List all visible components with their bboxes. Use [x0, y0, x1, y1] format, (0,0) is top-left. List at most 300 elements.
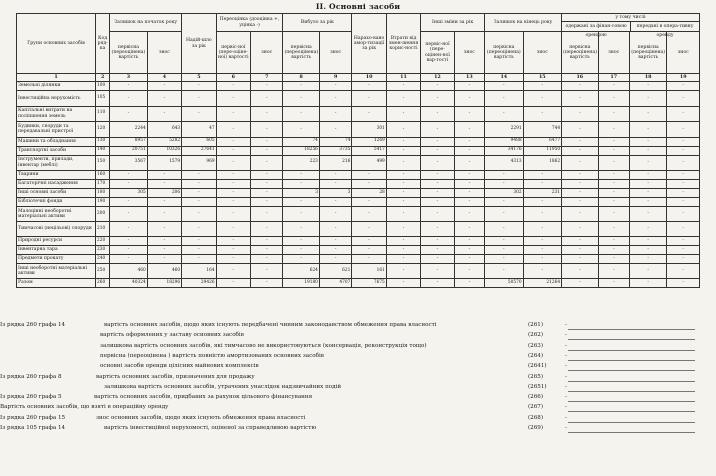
note-value: -: [565, 363, 567, 370]
cell-value: -: [421, 279, 454, 288]
row-code: 220: [96, 237, 110, 246]
cell-value: -: [216, 91, 250, 107]
cell-value: -: [598, 264, 629, 279]
cell-value: -: [251, 255, 283, 264]
note-line: [0, 322, 716, 331]
underline: [568, 411, 695, 412]
cell-value: -: [598, 189, 629, 198]
cell-value: -: [485, 198, 524, 207]
cell-value: -: [598, 137, 629, 146]
note-line: [0, 343, 716, 352]
cell-value: -: [283, 246, 319, 255]
cell-value: -: [216, 255, 250, 264]
cell-value: -: [562, 122, 598, 138]
cell-value: -: [110, 246, 147, 255]
note-text: залишкова вартість основних засобів, які тимчасово не використовуються (консервація, реконструкція тощо): [100, 342, 427, 349]
cell-value: -: [283, 82, 319, 91]
note-text: вартість основних засобів, призначених для продажу: [96, 373, 255, 380]
column-number: 7: [251, 74, 283, 82]
cell-value: -: [629, 180, 666, 189]
header-start: Залишок на початок року: [110, 14, 182, 32]
cell-value: -: [523, 237, 562, 246]
cell-value: -: [562, 106, 598, 122]
cell-value: -: [629, 198, 666, 207]
cell-value: -: [110, 180, 147, 189]
cell-value: -: [562, 198, 598, 207]
header-fin-wear: знос: [598, 32, 629, 74]
note-value: -: [565, 322, 567, 328]
cell-value: -: [147, 180, 181, 189]
cell-value: -: [485, 82, 524, 91]
note-line: [0, 374, 716, 383]
row-label: Транспортні засоби: [17, 146, 96, 155]
cell-value: -: [667, 146, 700, 155]
cell-value: -: [147, 246, 181, 255]
header-group: Групи основних засобів: [17, 14, 96, 74]
cell-value: -: [216, 264, 250, 279]
cell-value: -: [598, 155, 629, 171]
cell-value: -: [667, 189, 700, 198]
cell-value: -: [421, 171, 454, 180]
cell-value: -: [182, 255, 216, 264]
cell-value: -: [485, 264, 524, 279]
row-code: 180: [96, 189, 110, 198]
column-number: 9: [319, 74, 351, 82]
cell-value: -: [110, 171, 147, 180]
cell-value: -: [629, 279, 666, 288]
cell-value: -: [352, 171, 386, 180]
note-code: (265): [528, 373, 544, 380]
cell-value: -: [454, 171, 484, 180]
cell-value: -: [352, 246, 386, 255]
cell-value: 27641: [182, 146, 216, 155]
row-label: Інші основні засоби: [17, 189, 96, 198]
note-code: (269): [528, 425, 544, 431]
cell-value: -: [283, 180, 319, 189]
cell-value: -: [667, 155, 700, 171]
cell-value: 206: [147, 189, 181, 198]
cell-value: -: [251, 82, 283, 91]
cell-value: -: [485, 106, 524, 122]
cell-value: 11950: [523, 146, 562, 155]
row-code: 240: [96, 255, 110, 264]
column-number: 16: [562, 74, 598, 82]
cell-value: -: [283, 255, 319, 264]
cell-value: -: [182, 91, 216, 107]
cell-value: -: [598, 122, 629, 138]
cell-value: 29426: [182, 279, 216, 288]
cell-value: -: [485, 180, 524, 189]
cell-value: -: [485, 237, 524, 246]
underline: [568, 422, 695, 423]
note-code: (267): [528, 404, 544, 411]
column-number: 2: [96, 74, 110, 82]
cell-value: 2291: [485, 122, 524, 138]
cell-value: -: [386, 122, 420, 138]
note-line: [0, 363, 716, 372]
cell-value: -: [667, 137, 700, 146]
header-other-wear: знос: [454, 32, 484, 74]
cell-value: -: [251, 198, 283, 207]
cell-value: -: [598, 198, 629, 207]
row-label: Земельні ділянки: [17, 82, 96, 91]
column-number: 10: [352, 74, 386, 82]
cell-value: -: [667, 82, 700, 91]
cell-value: -: [667, 246, 700, 255]
cell-value: -: [319, 198, 351, 207]
note-code: (262): [528, 332, 544, 339]
header-end-wear: знос: [523, 32, 562, 74]
cell-value: -: [667, 222, 700, 237]
column-number: 11: [386, 74, 420, 82]
cell-value: -: [598, 279, 629, 288]
cell-value: 1269: [352, 137, 386, 146]
table-row: [17, 146, 700, 155]
cell-value: 605: [182, 137, 216, 146]
cell-value: -: [147, 171, 181, 180]
header-reval-initial: первіс-ної (пере-оціне-ної) вартості: [216, 32, 250, 74]
cell-value: -: [629, 207, 666, 222]
cell-value: -: [216, 82, 250, 91]
cell-value: 47: [182, 122, 216, 138]
row-label: Природні ресурси: [17, 237, 96, 246]
cell-value: 4313: [485, 155, 524, 171]
cell-value: -: [216, 122, 250, 138]
cell-value: -: [598, 91, 629, 107]
row-label: Багаторічні насадження: [17, 180, 96, 189]
column-number: 14: [485, 74, 524, 82]
cell-value: 5282: [147, 137, 181, 146]
cell-value: -: [216, 171, 250, 180]
column-number: 3: [110, 74, 147, 82]
cell-value: -: [598, 106, 629, 122]
cell-value: -: [319, 106, 351, 122]
cell-value: -: [283, 106, 319, 122]
note-text: вартість інвестиційної нерухомості, оціненої за справедливою вартістю: [104, 425, 317, 431]
cell-value: -: [523, 171, 562, 180]
row-code: 120: [96, 122, 110, 138]
row-label: Бібліотечні фонди: [17, 198, 96, 207]
note-line: [0, 353, 716, 362]
row-code: 190: [96, 198, 110, 207]
cell-value: 50570: [485, 279, 524, 288]
cell-value: -: [629, 246, 666, 255]
cell-value: -: [216, 106, 250, 122]
cell-value: -: [562, 246, 598, 255]
header-retired: Вибуло за рік: [283, 14, 352, 32]
cell-value: -: [562, 207, 598, 222]
cell-value: -: [629, 155, 666, 171]
note-text: первісна (переоцінена ) вартість повністю амортизованих основних засобів: [100, 352, 324, 359]
cell-value: -: [319, 122, 351, 138]
cell-value: -: [629, 106, 666, 122]
column-number: 19: [667, 74, 700, 82]
cell-value: -: [421, 146, 454, 155]
note-text: залишкова вартість основних засобів, утрачених унаслідок надзвичайних подій: [104, 383, 342, 390]
note-prefix: Із рядка 260 графа 5: [0, 394, 62, 401]
cell-value: -: [182, 237, 216, 246]
cell-value: 460: [147, 264, 181, 279]
cell-value: -: [454, 137, 484, 146]
cell-value: 216: [319, 155, 351, 171]
row-code: 130: [96, 137, 110, 146]
column-number: 1: [17, 74, 96, 82]
row-label: Будинки, споруди та передавальні пристрої: [17, 122, 96, 138]
underline: [568, 350, 695, 351]
cell-value: -: [386, 237, 420, 246]
note-text: вартість оформлених у заставу основних засобів: [100, 332, 244, 339]
header-op-wear: знос: [667, 32, 700, 74]
cell-value: -: [454, 207, 484, 222]
cell-value: -: [562, 237, 598, 246]
cell-value: -: [251, 222, 283, 237]
cell-value: -: [421, 246, 454, 255]
cell-value: -: [562, 222, 598, 237]
cell-value: -: [352, 198, 386, 207]
cell-value: -: [182, 222, 216, 237]
cell-value: 34176: [485, 146, 524, 155]
cell-value: -: [283, 222, 319, 237]
cell-value: 21264: [523, 279, 562, 288]
cell-value: -: [485, 222, 524, 237]
row-code: 160: [96, 171, 110, 180]
cell-value: -: [454, 246, 484, 255]
header-code: Код ряд-ка: [96, 14, 110, 74]
column-number: 8: [283, 74, 319, 82]
cell-value: 9488: [485, 137, 524, 146]
cell-value: -: [523, 255, 562, 264]
cell-value: -: [454, 198, 484, 207]
cell-value: -: [216, 189, 250, 198]
cell-value: 223: [283, 155, 319, 171]
cell-value: -: [629, 264, 666, 279]
cell-value: -: [629, 146, 666, 155]
header-fin-lease: одержані за фінан-совою орендою: [562, 22, 631, 31]
row-code: 150: [96, 155, 110, 171]
header-op-lease: передані в опера-тивну оренду: [636, 24, 694, 38]
cell-value: -: [319, 255, 351, 264]
cell-value: -: [523, 91, 562, 107]
note-line: [0, 415, 716, 424]
cell-value: 18296: [147, 279, 181, 288]
header-end: Залишок на кінець року: [485, 14, 562, 32]
cell-value: -: [454, 222, 484, 237]
header-incl-label: у тому числі: [562, 14, 699, 22]
cell-value: -: [598, 237, 629, 246]
cell-value: -: [352, 222, 386, 237]
note-value: -: [565, 425, 567, 431]
column-number: 5: [182, 74, 216, 82]
cell-value: -: [251, 237, 283, 246]
row-code: 140: [96, 146, 110, 155]
cell-value: -: [386, 246, 420, 255]
cell-value: -: [319, 222, 351, 237]
cell-value: -: [319, 207, 351, 222]
cell-value: -: [667, 264, 700, 279]
table-row: [17, 279, 700, 288]
cell-value: -: [386, 207, 420, 222]
column-number: 15: [523, 74, 562, 82]
header-incl: [562, 14, 700, 38]
cell-value: 164: [182, 264, 216, 279]
cell-value: -: [421, 122, 454, 138]
row-code: 210: [96, 222, 110, 237]
table-row: [17, 180, 700, 189]
cell-value: -: [319, 171, 351, 180]
table-row: [17, 246, 700, 255]
cell-value: -: [216, 237, 250, 246]
cell-value: -: [667, 237, 700, 246]
note-prefix: Із рядка 260 графа 8: [0, 373, 62, 380]
row-label: Тварини: [17, 171, 96, 180]
cell-value: -: [147, 255, 181, 264]
cell-value: -: [667, 207, 700, 222]
cell-value: -: [667, 171, 700, 180]
row-label: Капітальні витрати на поліпшення земель: [17, 106, 96, 122]
cell-value: -: [598, 180, 629, 189]
cell-value: -: [283, 207, 319, 222]
cell-value: -: [110, 82, 147, 91]
cell-value: -: [523, 246, 562, 255]
cell-value: -: [629, 122, 666, 138]
table-row: [17, 222, 700, 237]
cell-value: -: [454, 255, 484, 264]
cell-value: 10326: [147, 146, 181, 155]
row-label: Інвентарна тара: [17, 246, 96, 255]
note-text: знос основних засобів, щодо яких існують обмеження права власності: [96, 414, 306, 421]
row-label: Разом: [17, 279, 96, 288]
cell-value: -: [110, 237, 147, 246]
cell-value: 624: [283, 264, 319, 279]
note-value: -: [565, 404, 567, 411]
cell-value: -: [110, 91, 147, 107]
table-row: [17, 189, 700, 198]
table-row: [17, 155, 700, 171]
cell-value: -: [386, 82, 420, 91]
note-text: вартість основних засобів, щодо яких існують передбачені чинним законодавством обмеження права власності: [104, 322, 437, 328]
row-label: Інструменти, прилади, інвентар (меблі): [17, 155, 96, 171]
cell-value: -: [147, 198, 181, 207]
cell-value: -: [667, 122, 700, 138]
note-value: -: [565, 342, 567, 349]
cell-value: -: [110, 222, 147, 237]
cell-value: -: [667, 91, 700, 107]
cell-value: -: [454, 82, 484, 91]
header-other-initial: первіс-ної (пере-оцінен-ної вар-тості: [421, 32, 454, 74]
cell-value: -: [386, 146, 420, 155]
cell-value: -: [386, 222, 420, 237]
cell-value: -: [352, 106, 386, 122]
cell-value: -: [629, 137, 666, 146]
cell-value: -: [523, 264, 562, 279]
cell-value: -: [319, 237, 351, 246]
cell-value: -: [562, 180, 598, 189]
cell-value: 3: [283, 189, 319, 198]
cell-value: -: [352, 237, 386, 246]
note-code: (268): [528, 414, 544, 421]
cell-value: -: [562, 189, 598, 198]
row-code: 170: [96, 180, 110, 189]
note-code: (261): [528, 322, 544, 328]
cell-value: 74: [283, 137, 319, 146]
cell-value: -: [421, 255, 454, 264]
cell-value: 8957: [110, 137, 147, 146]
row-label: Машини та обладнання: [17, 137, 96, 146]
cell-value: -: [523, 106, 562, 122]
table-row: [17, 237, 700, 246]
row-label: Предмети прокату: [17, 255, 96, 264]
cell-value: 302: [485, 189, 524, 198]
cell-value: -: [523, 207, 562, 222]
cell-value: -: [421, 180, 454, 189]
cell-value: -: [352, 180, 386, 189]
column-number: 6: [216, 74, 250, 82]
column-number: 12: [421, 74, 454, 82]
cell-value: -: [454, 122, 484, 138]
cell-value: -: [182, 198, 216, 207]
cell-value: -: [283, 237, 319, 246]
cell-value: 460: [110, 264, 147, 279]
cell-value: -: [454, 237, 484, 246]
cell-value: -: [386, 255, 420, 264]
cell-value: -: [283, 171, 319, 180]
cell-value: -: [251, 180, 283, 189]
underline: [568, 329, 695, 330]
cell-value: -: [421, 106, 454, 122]
note-value: -: [565, 383, 567, 390]
column-number: 13: [454, 74, 484, 82]
cell-value: -: [251, 137, 283, 146]
cell-value: -: [629, 91, 666, 107]
cell-value: 1862: [523, 155, 562, 171]
cell-value: -: [562, 255, 598, 264]
cell-value: -: [110, 255, 147, 264]
cell-value: -: [182, 82, 216, 91]
cell-value: 40324: [110, 279, 147, 288]
underline: [568, 391, 695, 392]
table-row: [17, 207, 700, 222]
row-code: 200: [96, 207, 110, 222]
cell-value: -: [562, 137, 598, 146]
cell-value: -: [421, 82, 454, 91]
note-code: (2651): [528, 383, 547, 390]
cell-value: -: [251, 155, 283, 171]
cell-value: -: [667, 180, 700, 189]
cell-value: -: [319, 180, 351, 189]
cell-value: -: [251, 279, 283, 288]
cell-value: -: [629, 237, 666, 246]
cell-value: -: [251, 106, 283, 122]
header-start-initial: первісна (переоцінена) вартість: [110, 32, 147, 74]
cell-value: 231: [523, 189, 562, 198]
table-row: [17, 137, 700, 146]
row-code: 100: [96, 82, 110, 91]
cell-value: -: [421, 137, 454, 146]
cell-value: -: [454, 180, 484, 189]
cell-value: -: [454, 146, 484, 155]
cell-value: -: [216, 137, 250, 146]
cell-value: -: [454, 264, 484, 279]
column-number: 17: [598, 74, 629, 82]
cell-value: 969: [182, 155, 216, 171]
cell-value: -: [352, 91, 386, 107]
cell-value: -: [386, 137, 420, 146]
note-value: -: [565, 394, 567, 401]
cell-value: -: [485, 255, 524, 264]
cell-value: -: [485, 171, 524, 180]
cell-value: -: [147, 237, 181, 246]
cell-value: -: [562, 91, 598, 107]
